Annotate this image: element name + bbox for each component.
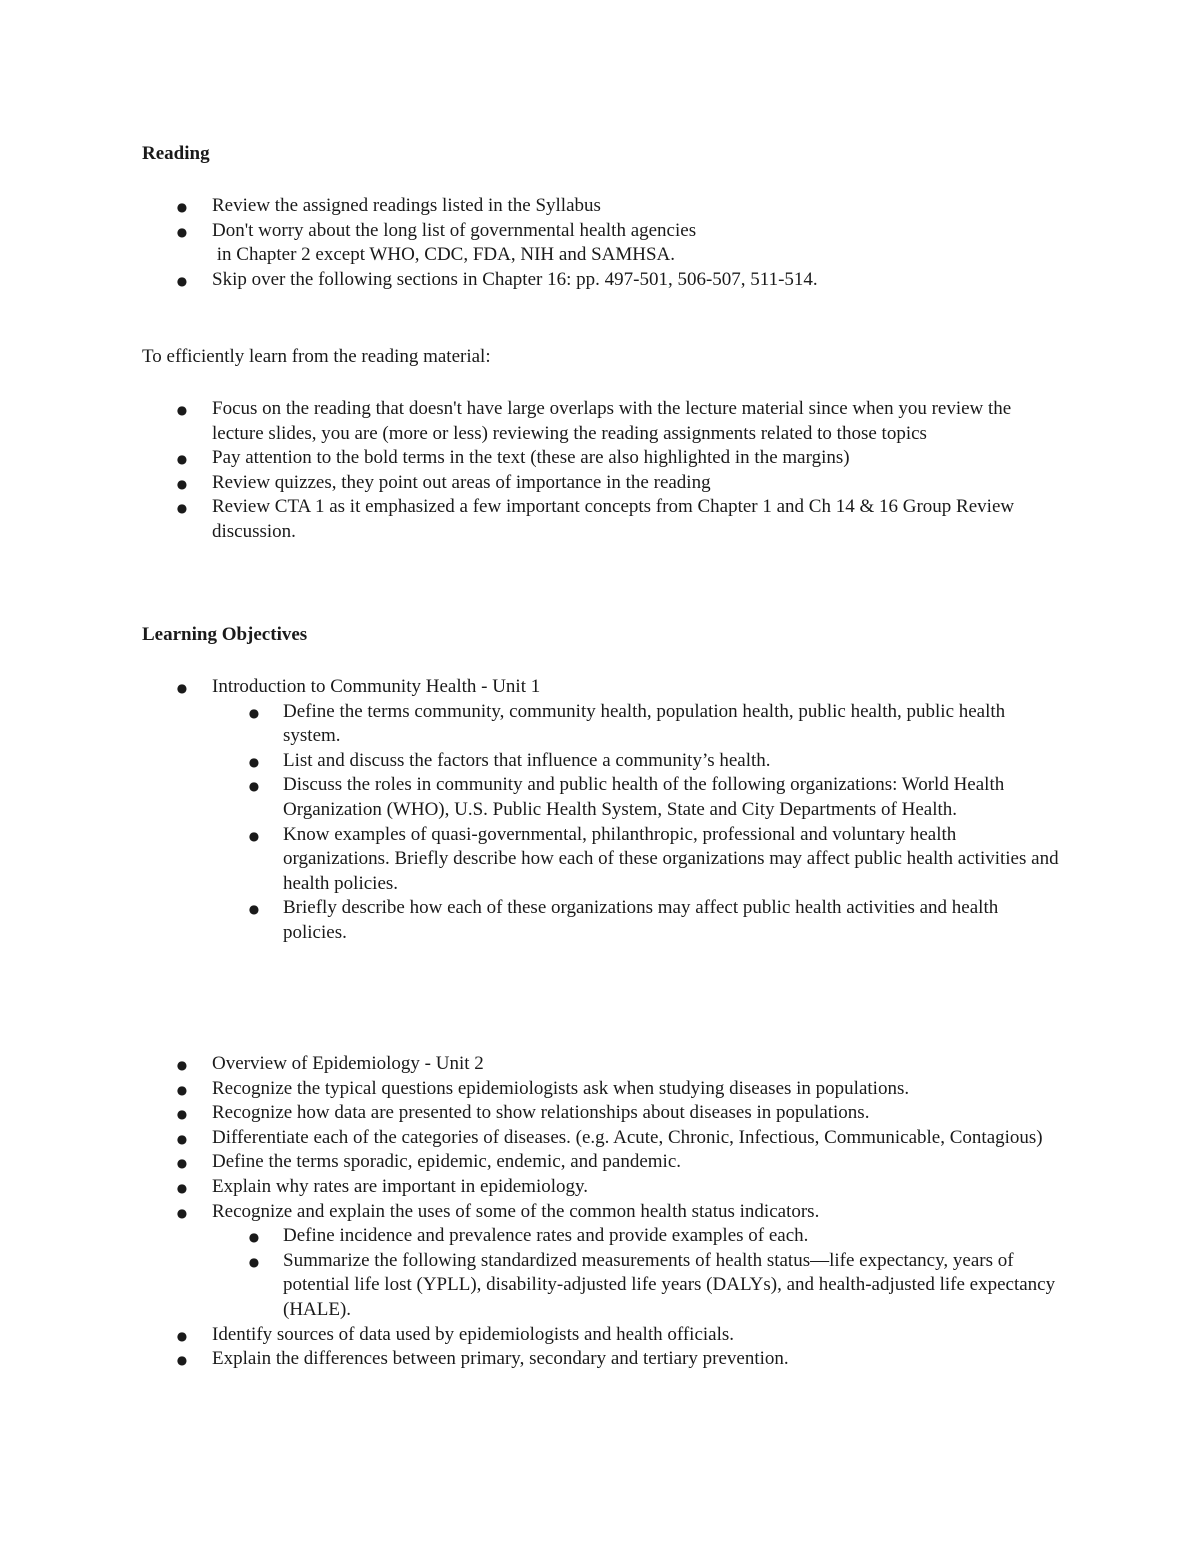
- bullet-icon: [248, 773, 260, 799]
- bullet-icon: [176, 1150, 188, 1176]
- bullet-icon: [176, 495, 188, 521]
- reading-heading: Reading: [142, 143, 210, 164]
- bullet-icon: [248, 749, 260, 775]
- bullet-icon: [176, 1347, 188, 1373]
- list-item: ● Explain why rates are important in epidemiology.: [0, 1175, 1200, 1200]
- bullet-icon: [176, 268, 188, 294]
- bullet-icon: [176, 471, 188, 497]
- bullet-icon: [176, 194, 188, 220]
- sub-list-item: ● Discuss the roles in community and public health of the following organizations: World Health Organization (WHO), U.S. Public Health System, State and City Departments of Health.: [0, 773, 1200, 822]
- list-item: ● Focus on the reading that doesn't have large overlaps with the lecture material since when you review the lecture slides, you are (more or less) reviewing the reading assignments related to those topics: [0, 397, 1200, 446]
- bullet-icon: [176, 1175, 188, 1201]
- bullet-icon: [176, 1052, 188, 1078]
- bullet-icon: [248, 1249, 260, 1275]
- bullet-icon: [176, 446, 188, 472]
- list-item: ● Review quizzes, they point out areas of importance in the reading: [0, 471, 1200, 496]
- list-item: ● Review CTA 1 as it emphasized a few important concepts from Chapter 1 and Ch 14 & 16 Group Review discussion.: [0, 495, 1200, 544]
- bullet-icon: [248, 823, 260, 849]
- unit1-list: [0, 675, 1200, 946]
- sub-list-item: ● Summarize the following standardized measurements of health status—life expectancy, years of potential life lost (YPLL), disability-adjusted life years (DALYs), and health-adjusted life expectancy (HALE).: [0, 1249, 1200, 1323]
- sub-list-item: ● Define incidence and prevalence rates and provide examples of each.: [0, 1224, 1200, 1249]
- list-item: ● Identify sources of data used by epidemiologists and health officials.: [0, 1323, 1200, 1348]
- bullet-icon: [176, 1200, 188, 1226]
- sub-list-item: ● List and discuss the factors that influence a community’s health.: [0, 749, 1200, 774]
- list-item: ● Introduction to Community Health - Unit 1: [0, 675, 1200, 700]
- tips-list: [0, 397, 1200, 545]
- sub-list-item: ● Know examples of quasi-governmental, philanthropic, professional and voluntary health organizations. Briefly describe how each of these organizations may affect public health activities and health policies.: [0, 823, 1200, 897]
- reading-list: [0, 194, 1200, 292]
- bullet-icon: [176, 219, 188, 245]
- bullet-icon: [176, 397, 188, 423]
- bullet-icon: [176, 1126, 188, 1152]
- list-item: ● Define the terms sporadic, epidemic, endemic, and pandemic.: [0, 1150, 1200, 1175]
- bullet-icon: [248, 700, 260, 726]
- learning-objectives-heading: Learning Objectives: [142, 624, 308, 645]
- bullet-icon: [248, 896, 260, 922]
- list-item: ● Explain the differences between primary, secondary and tertiary prevention.: [0, 1347, 1200, 1372]
- list-item: ● Skip over the following sections in Chapter 16: pp. 497-501, 506-507, 511-514.: [0, 268, 1200, 293]
- list-item: ● Recognize and explain the uses of some of the common health status indicators.: [0, 1200, 1200, 1225]
- tips-intro: To efficiently learn from the reading material:: [142, 346, 491, 367]
- sub-list-item: ● Briefly describe how each of these organizations may affect public health activities and health policies.: [0, 896, 1200, 945]
- list-item: ● Review the assigned readings listed in the Syllabus: [0, 194, 1200, 219]
- bullet-icon: [176, 675, 188, 701]
- list-item: ● Recognize how data are presented to show relationships about diseases in populations.: [0, 1101, 1200, 1126]
- list-item: ● Overview of Epidemiology - Unit 2: [0, 1052, 1200, 1077]
- list-item: ● Recognize the typical questions epidemiologists ask when studying diseases in populations.: [0, 1077, 1200, 1102]
- bullet-icon: [176, 1101, 188, 1127]
- unit2-list: [0, 1052, 1200, 1372]
- bullet-icon: [176, 1323, 188, 1349]
- sub-list-item: ● Define the terms community, community health, population health, public health, public health system.: [0, 700, 1200, 749]
- list-item: ● Don't worry about the long list of governmental health agencies in Chapter 2 except WHO, CDC, FDA, NIH and SAMHSA.: [0, 219, 1200, 268]
- list-item: ● Pay attention to the bold terms in the text (these are also highlighted in the margins): [0, 446, 1200, 471]
- list-item: ● Differentiate each of the categories of diseases. (e.g. Acute, Chronic, Infectious, Communicable, Contagious): [0, 1126, 1200, 1151]
- bullet-icon: [248, 1224, 260, 1250]
- bullet-icon: [176, 1077, 188, 1103]
